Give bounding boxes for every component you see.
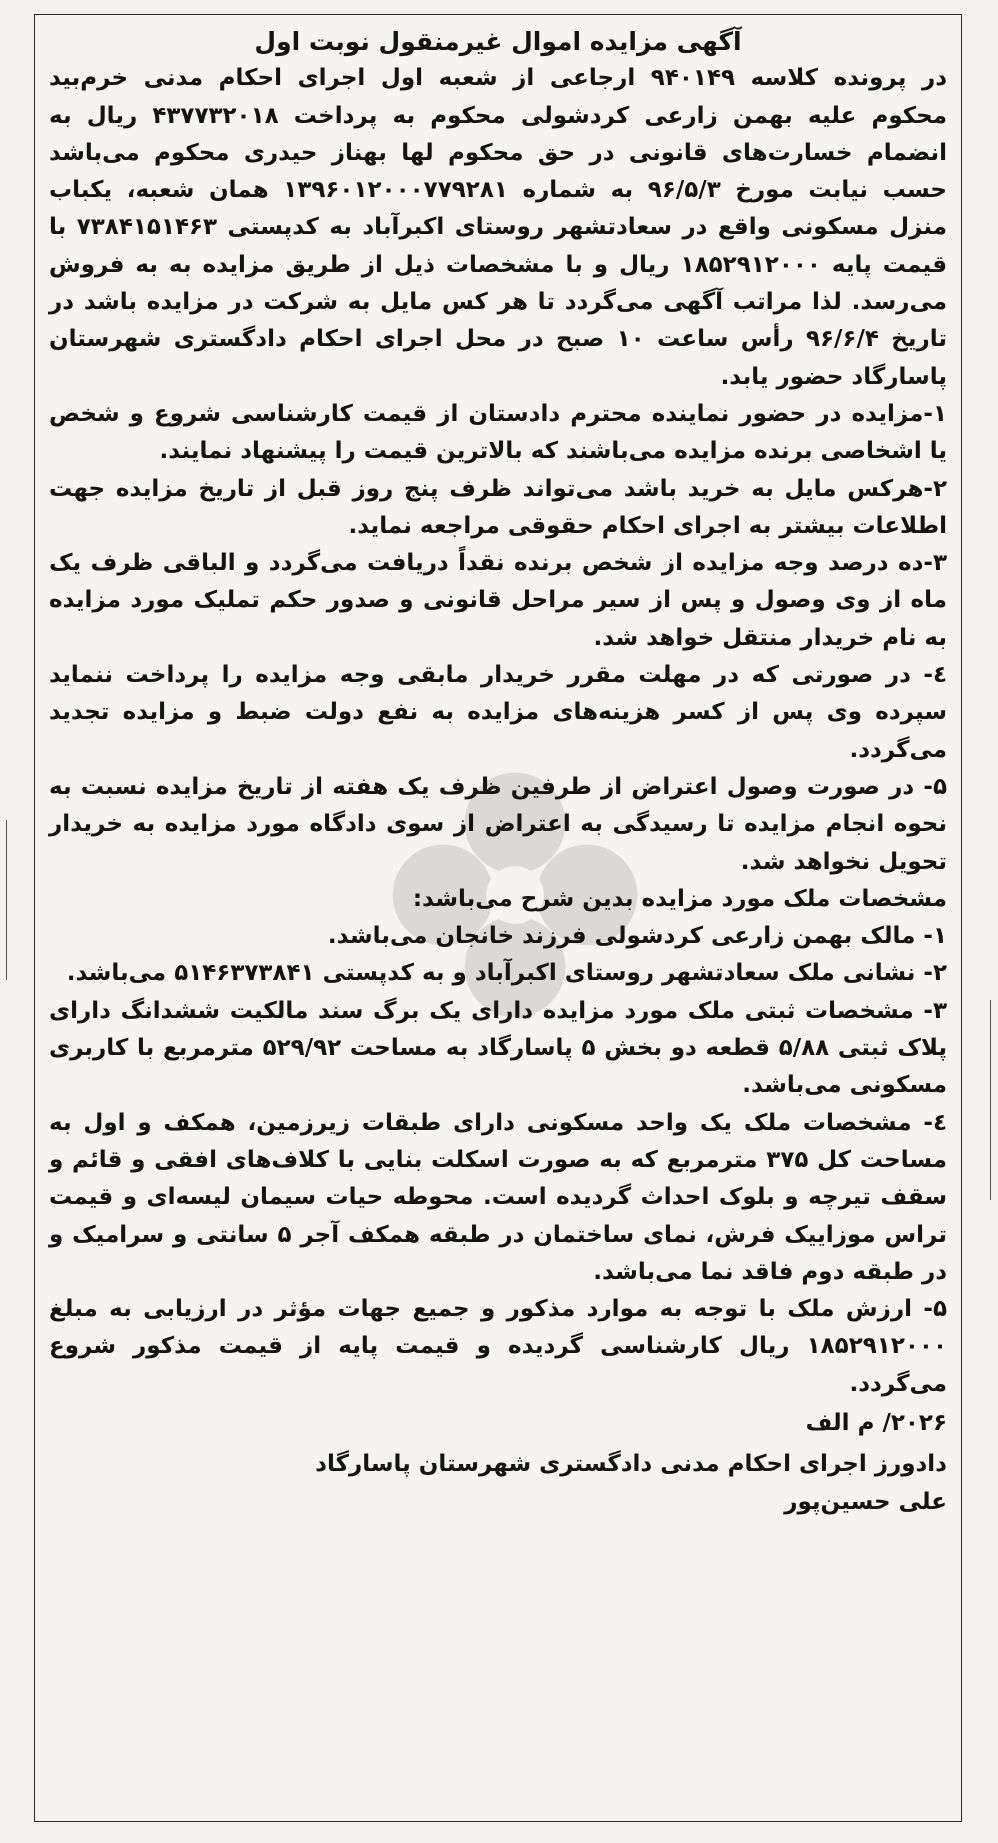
notice-intro: در پرونده کلاسه ۹۴۰۱۴۹ ارجاعی از شعبه اول اجرای احکام مدنی خرم‌بید محکوم علیه بهمن زارعی کردشولی محکوم به پرداخت ۴۳۷۷۳۲۰۱۸ ریال به انضمام خسارت‌های قانونی در حق محکوم لها بهناز حیدری محکوم می‌باشد حسب نیابت مورخ ۹۶/۵/۳ به شماره ۱۳۹۶۰۱۲۰۰۰۷۷۹۲۸۱ همان شعبه، یکباب منزل مسکونی واقع در سعادتشهر روستای اکبرآباد به کدپستی ۷۳۸۴۱۵۱۴۶۳ با قیمت پایه ۱۸۵۲۹۱۲۰۰۰ ریال و با مشخصات ذیل از طریق مزایده به به فروش می‌رسد. لذا مراتب آگهی می‌گردد تا هر کس مایل به شرکت در مزایده باشد در تاریخ ۹۶/۶/۴ رأس ساعت ۱۰ صبح در محل اجرای احکام دادگستری شهرستان پاسارگاد حضور یابد. — [49, 65, 947, 390]
left-margin-line — [6, 820, 7, 980]
property-heading: مشخصات ملک مورد مزایده بدین شرح می‌باشد: — [412, 885, 947, 912]
notice-title: آگهی مزایده اموال غیرمنقول نوبت اول — [254, 27, 742, 56]
condition-1: ۱-مزایده در حضور نماینده محترم دادستان از قیمت کارشناسی شروع و شخص یا اشخاصی برنده مزایده می‌باشند که بالاترین قیمت را پیشنهاد نمایند. — [49, 400, 947, 465]
condition-5: ۵- در صورت وصول اعتراض از طرفین ظرف یک هفته از تاریخ مزایده نسبت به نحوه انجام مزایده تا رسیدگی به اعتراض از سوی دادگاه مورد مزایده به خریدار تحویل نخواهد شد. — [49, 773, 947, 875]
right-margin-line — [990, 1000, 991, 1200]
signature-title: دادورز اجرای احکام مدنی دادگستری شهرستان پاسارگاد — [315, 1451, 947, 1478]
auction-notice — [49, 23, 947, 1521]
notice-frame — [34, 14, 962, 1822]
property-item-3: ۳- مشخصات ثبتی ملک مورد مزایده دارای یک برگ سند مالکیت ششدانگ دارای پلاک ثبتی ۵/۸۸ قطعه دو بخش ۵ پاسارگاد به مساحت ۵۲۹/۹۲ مترمربع با کاربری مسکونی می‌باشد. — [49, 997, 948, 1099]
property-item-4: ٤- مشخصات ملک یک واحد مسکونی دارای طبقات زیرزمین، همکف و اول به مساحت کل ۳۷۵ مترمربع که به صورت اسکلت بنایی با کلاف‌های افقی و قائم و سقف تیرچه و بلوک احداث گردیده است. محوطه حیات سیمان لیسه‌ای و قیمت تراس موزاییک فرش، نمای ساختمان در طبقه همکف آجر ۵ سانتی و سرامیک و در طبقه دوم فاقد نما می‌باشد. — [49, 1109, 948, 1285]
condition-4: ٤- در صورتی که در مهلت مقرر خریدار مابقی وجه مزایده را پرداخت ننماید سپرده وی پس از کسر هزینه‌های مزایده به نفع دولت ضبط و مزایده تجدید می‌گردد. — [49, 662, 947, 763]
property-item-1: ۱- مالک بهمن زارعی کردشولی فرزند خانجان می‌باشد. — [327, 923, 947, 950]
condition-2: ۲-هرکس مایل به خرید باشد می‌تواند ظرف پنج روز قبل از تاریخ مزایده جهت اطلاعات بیشتر به اجرای احکام حقوقی مراجعه نماید. — [49, 475, 947, 539]
signature-name: علی حسین‌پور — [784, 1488, 947, 1515]
property-item-5: ۵- ارزش ملک با توجه به موارد مذکور و جمیع جهات مؤثر در ارزیابی به مبلغ ۱۸۵۲۹۱۲۰۰۰ ریال کارشناسی گردیده و قیمت پایه از قیمت مذکور شروع می‌گردد. — [49, 1296, 947, 1397]
reference-code: ۲۰۲۶/ م الف — [805, 1409, 947, 1436]
condition-3: ۳-ده درصد وجه مزایده از شخص برنده نقداً دریافت می‌گردد و الباقی ظرف یک ماه از وی وصول و پس از سیر مراحل قانونی و صدور حکم تملیک مورد مزایده به نام خریدار منتقل خواهد شد. — [49, 550, 947, 651]
property-item-2: ۲- نشانی ملک سعادتشهر روستای اکبرآباد و به کدپستی ۵۱۴۶۳۷۳۸۴۱ می‌باشد. — [66, 960, 947, 987]
